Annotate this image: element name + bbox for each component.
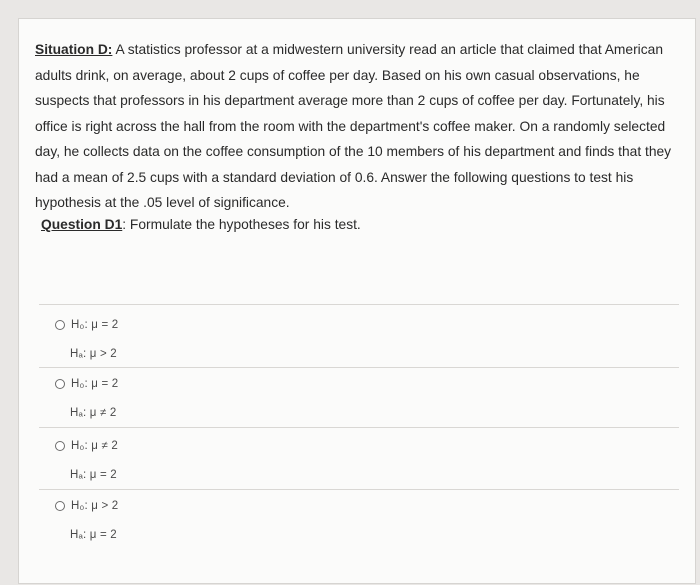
answer-option-2[interactable] (55, 375, 118, 421)
question-label: Question D1 (41, 217, 123, 232)
alternative-hypothesis-text: Hₐ: μ ≠ 2 (70, 407, 117, 419)
divider (39, 304, 679, 305)
null-hypothesis-text: H₀: μ ≠ 2 (71, 440, 118, 452)
answer-option-3[interactable] (55, 437, 118, 483)
alternative-hypothesis-text: Hₐ: μ = 2 (70, 529, 117, 541)
situation-paragraph (35, 37, 685, 216)
alternative-hypothesis-text: Hₐ: μ > 2 (70, 348, 117, 360)
null-hypothesis-text: H₀: μ = 2 (71, 378, 119, 390)
alternative-hypothesis-text: Hₐ: μ = 2 (70, 469, 117, 481)
question-prompt (41, 214, 361, 236)
situation-text: A statistics professor at a midwestern university read an article that claimed that American adults drink, on average, about 2 cups of coffee per day. Based on his own casual observations, he suspects that professors in his department average more than 2 cups of coffee per day. Fortunately, his office is right across the hall from the room with the department's coffee maker. On a randomly selected day, he collects data on the coffee consumption of the 10 members of his department and finds that they had a mean of 2.5 cups with a standard deviation of 0.6. Answer the following questions to test his hypothesis at the .05 level of significance. (35, 42, 672, 210)
radio-button-icon[interactable] (55, 379, 65, 389)
divider (39, 427, 679, 428)
question-card (18, 18, 696, 584)
null-hypothesis-text: H₀: μ > 2 (71, 500, 119, 512)
radio-button-icon[interactable] (55, 501, 65, 511)
divider (39, 367, 679, 368)
radio-button-icon[interactable] (55, 441, 65, 451)
answer-option-1[interactable] (55, 316, 118, 362)
situation-lead: Situation D: (35, 42, 113, 57)
divider (39, 489, 679, 490)
radio-button-icon[interactable] (55, 320, 65, 330)
null-hypothesis-text: H₀: μ = 2 (71, 319, 119, 331)
answer-option-4[interactable] (55, 497, 118, 543)
question-text: : Formulate the hypotheses for his test. (122, 217, 361, 232)
